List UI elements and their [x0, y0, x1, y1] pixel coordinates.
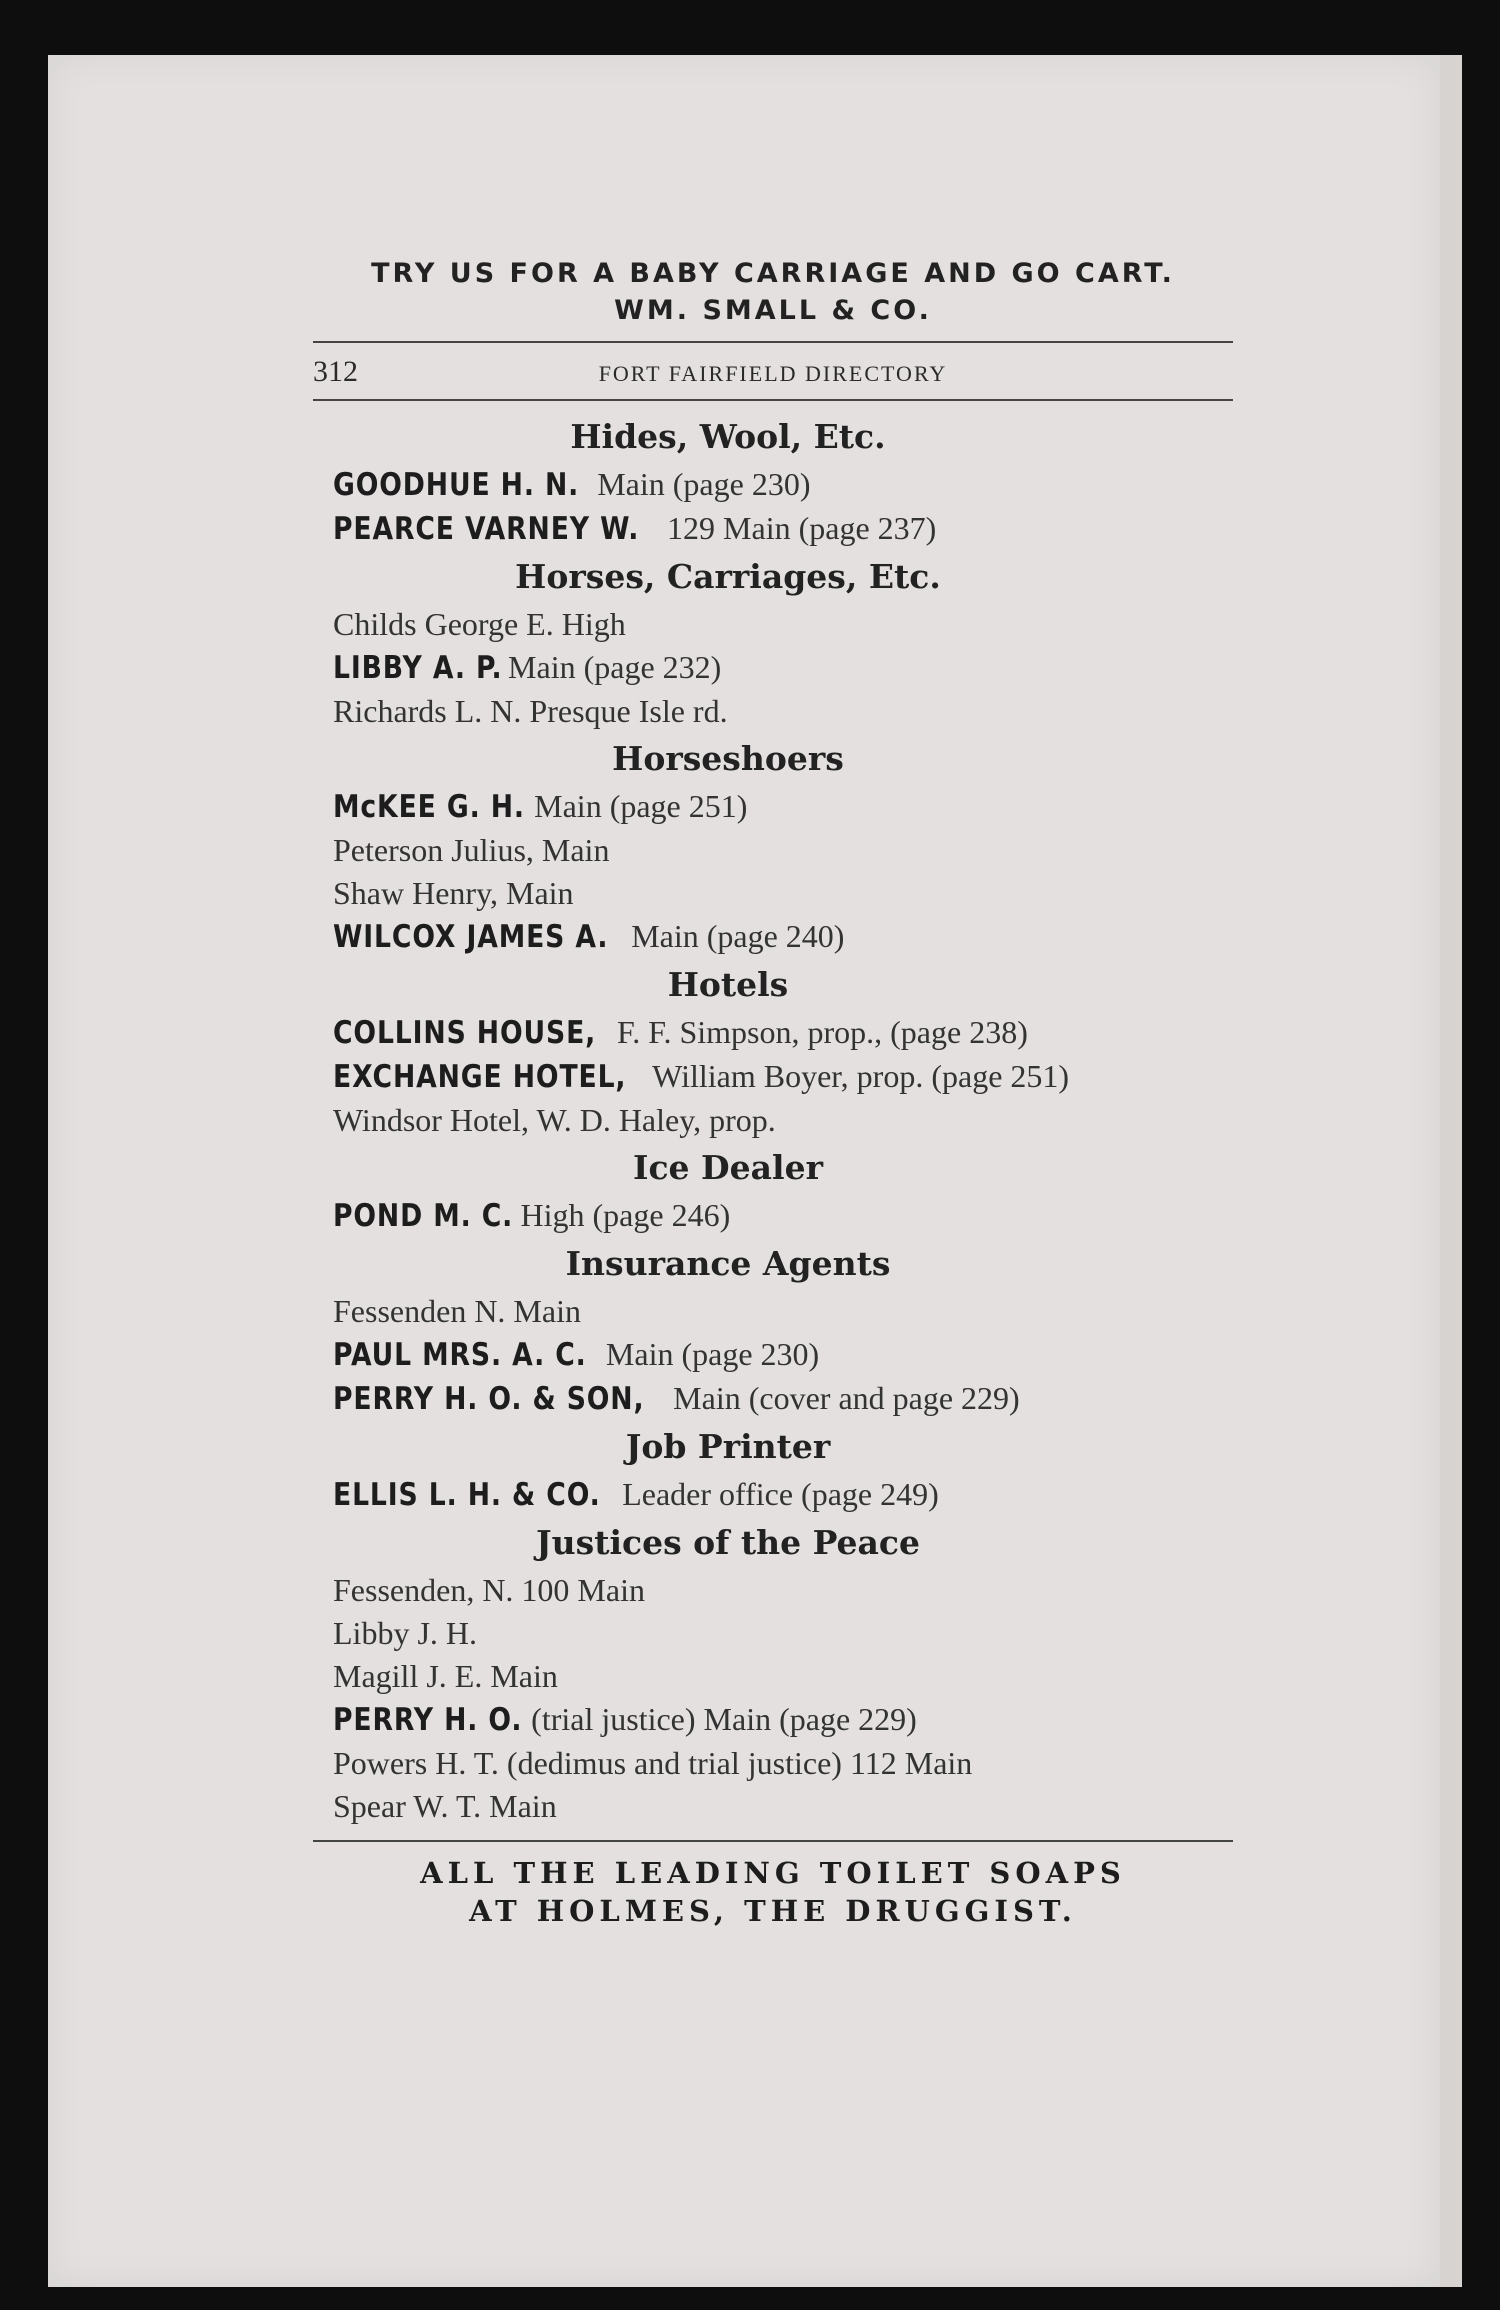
section-heading: Job Printer	[625, 1427, 831, 1466]
entry-name: PERRY H. O.	[333, 1702, 523, 1738]
entry-detail: Fessenden, N. 100 Main	[333, 1572, 645, 1608]
section-heading: Hotels	[667, 965, 789, 1004]
entry-name: LIBBY A. P.	[333, 650, 503, 686]
directory-entry	[333, 1569, 1263, 1612]
directory-entry	[333, 1011, 1263, 1055]
directory-entry	[333, 1473, 1263, 1517]
entry-detail: Richards L. N. Presque Isle rd.	[333, 693, 728, 729]
directory-entry	[333, 1612, 1263, 1655]
entry-name: WILCOX JAMES A.	[333, 919, 609, 955]
top-rule	[313, 341, 1233, 343]
section-heading: Horseshoers	[612, 739, 844, 778]
page-content	[283, 255, 1263, 1930]
directory-entry	[333, 1194, 1263, 1238]
entry-detail: F. F. Simpson, prop., (page 238)	[616, 1014, 1028, 1050]
directory-entry	[333, 915, 1263, 959]
entry-detail: Main (page 240)	[631, 918, 845, 954]
entry-name: COLLINS HOUSE,	[333, 1015, 597, 1051]
header-advertisement	[283, 255, 1263, 329]
footer-ad-line2: AT HOLMES, THE DRUGGIST.	[469, 1894, 1077, 1928]
header-ad-line2: WM. SMALL & CO.	[614, 295, 932, 326]
entry-name: PAUL MRS. A. C.	[333, 1337, 587, 1373]
entry-detail: Main (page 232)	[508, 649, 722, 685]
directory-entry	[333, 1333, 1263, 1377]
directory-entry	[333, 1698, 1263, 1742]
section-heading: Ice Dealer	[633, 1148, 823, 1187]
section-heading: Hides, Wool, Etc.	[570, 417, 886, 456]
entry-detail: William Boyer, prop. (page 251)	[652, 1058, 1070, 1094]
header-ad-line1: TRY US FOR A BABY CARRIAGE AND GO CART.	[371, 258, 1175, 289]
entry-detail: Spear W. T. Main	[333, 1788, 557, 1824]
directory-page	[48, 55, 1440, 2287]
entry-name: ELLIS L. H. & CO.	[333, 1477, 601, 1513]
entry-name: PEARCE VARNEY W.	[333, 511, 640, 547]
entry-detail: 129 Main (page 237)	[667, 510, 937, 546]
directory-entry	[333, 829, 1263, 872]
directory-entry	[333, 463, 1263, 507]
entry-detail: Leader office (page 249)	[622, 1476, 939, 1512]
entry-name: POND M. C.	[333, 1198, 514, 1234]
footer-ad-line1: ALL THE LEADING TOILET SOAPS	[420, 1856, 1126, 1890]
section-heading: Insurance Agents	[565, 1244, 891, 1283]
directory-entry	[333, 646, 1263, 690]
entry-detail: Shaw Henry, Main	[333, 875, 574, 911]
entry-detail: Peterson Julius, Main	[333, 832, 610, 868]
running-head-rule	[313, 399, 1233, 401]
page-number: 312	[313, 355, 358, 388]
entry-detail: (trial justice) Main (page 229)	[531, 1701, 917, 1737]
entry-name: GOODHUE H. N.	[333, 467, 580, 503]
entry-detail: Main (page 251)	[534, 788, 748, 824]
section-heading: Horses, Carriages, Etc.	[515, 557, 941, 596]
running-title: FORT FAIRFIELD DIRECTORY	[598, 361, 948, 386]
entry-detail: Childs George E. High	[333, 606, 626, 642]
directory-entry	[333, 1742, 1263, 1785]
directory-listing	[283, 415, 1263, 1828]
entry-detail: Main (cover and page 229)	[673, 1380, 1020, 1416]
entry-name: EXCHANGE HOTEL,	[333, 1059, 627, 1095]
directory-entry	[333, 872, 1263, 915]
directory-entry	[333, 1055, 1263, 1099]
entry-detail: Main (page 230)	[605, 1336, 820, 1372]
entry-detail: Main (page 230)	[597, 466, 811, 502]
directory-entry	[333, 1377, 1263, 1421]
entry-name: McKEE G. H.	[333, 789, 525, 825]
page-edge	[1440, 55, 1462, 2287]
entry-detail: Fessenden N. Main	[333, 1293, 581, 1329]
directory-entry	[333, 507, 1263, 551]
directory-entry	[333, 1099, 1263, 1142]
directory-entry	[333, 785, 1263, 829]
directory-entry	[333, 1290, 1263, 1333]
directory-entry	[333, 690, 1263, 733]
footer-advertisement	[283, 1854, 1263, 1930]
directory-entry	[333, 603, 1263, 646]
entry-detail: Magill J. E. Main	[333, 1658, 558, 1694]
entry-detail: Windsor Hotel, W. D. Haley, prop.	[333, 1102, 776, 1138]
entry-detail: Libby J. H.	[333, 1615, 477, 1651]
directory-entry	[333, 1785, 1263, 1828]
entry-name: PERRY H. O. & SON,	[333, 1381, 645, 1417]
running-head	[313, 355, 1233, 389]
directory-entry	[333, 1655, 1263, 1698]
section-heading: Justices of the Peace	[536, 1523, 920, 1562]
bottom-rule	[313, 1840, 1233, 1842]
entry-detail: Powers H. T. (dedimus and trial justice) 112 Main	[333, 1745, 973, 1781]
entry-detail: High (page 246)	[520, 1197, 731, 1233]
